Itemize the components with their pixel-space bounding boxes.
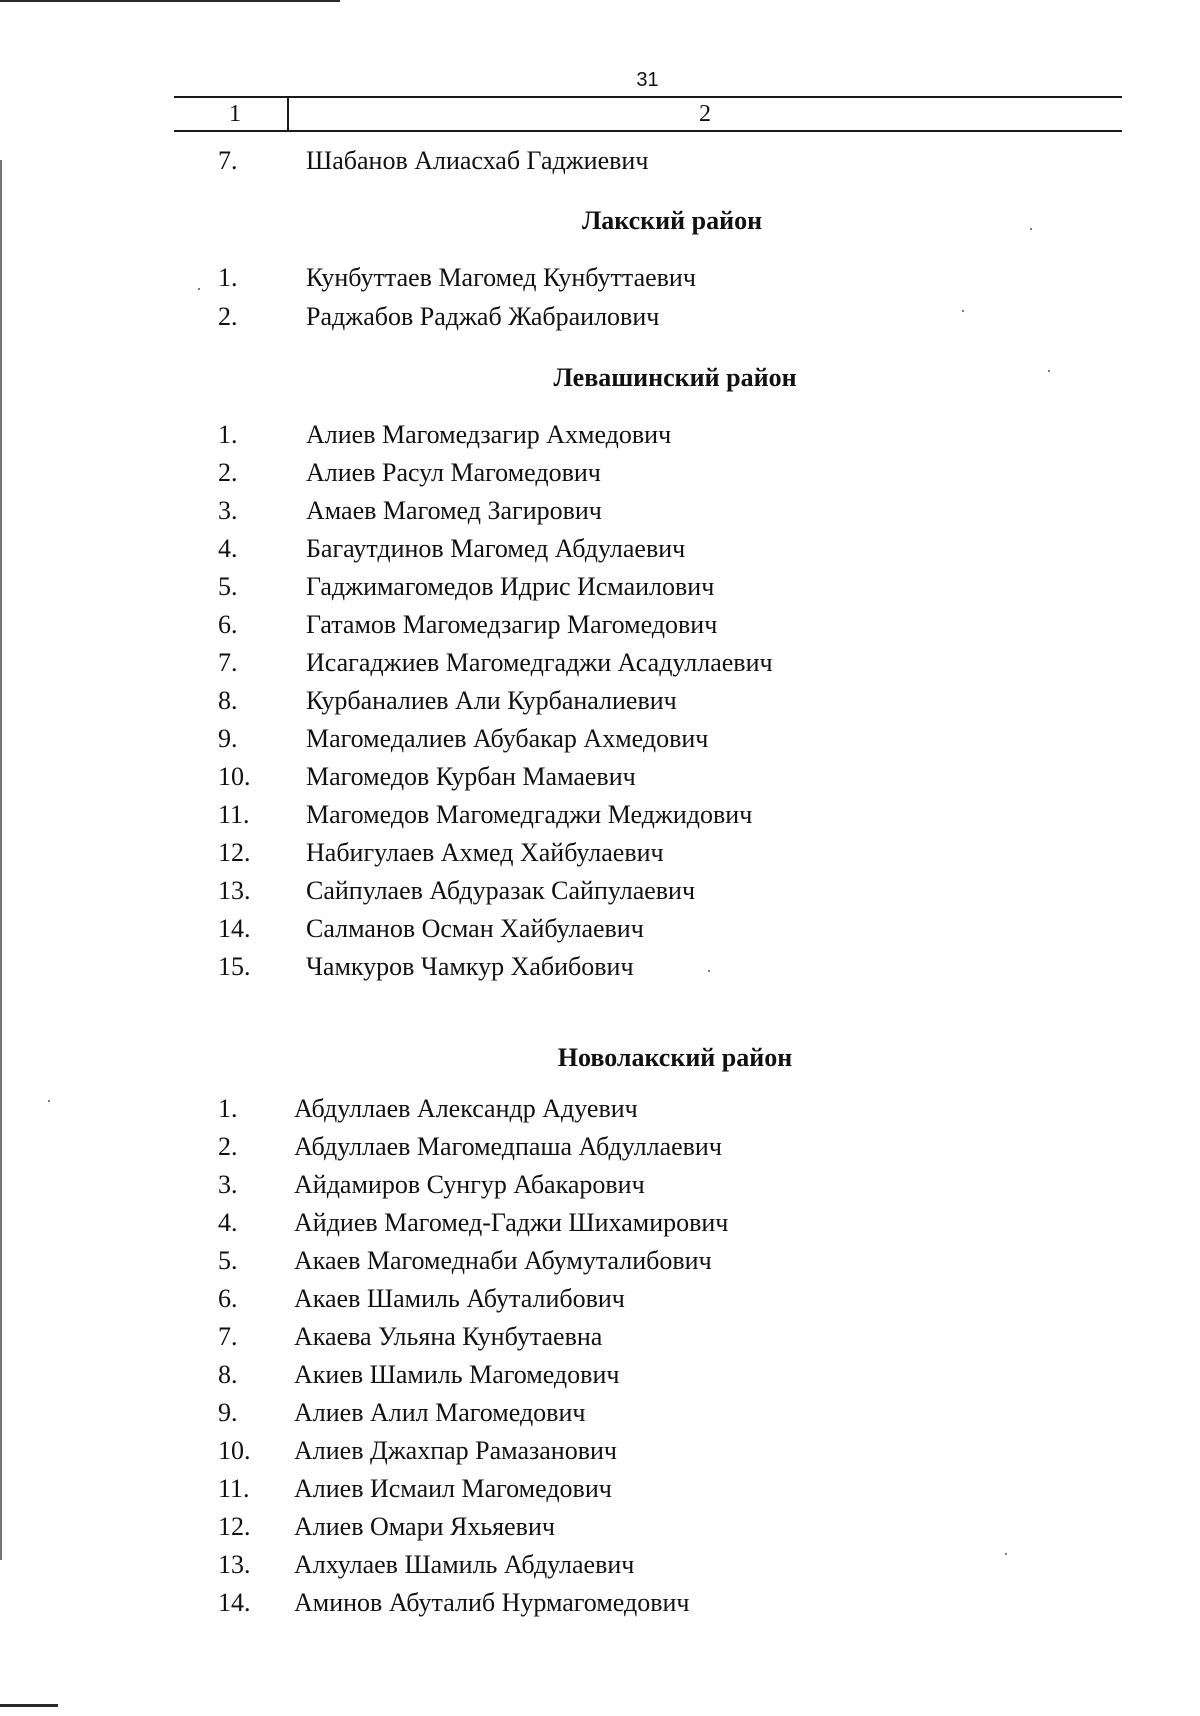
table-top-rule [174,96,1122,98]
item-name: Сайпулаев Абдуразак Сайпулаевич [306,876,696,905]
item-name: Акиев Шамиль Магомедович [294,1360,620,1389]
table-header-col1: 1 [229,101,241,127]
item-number: 8. [218,1360,238,1389]
list-item [0,1205,1200,1241]
item-number: 7. [218,648,238,677]
item-number: 14. [218,914,251,943]
item-number: 3. [218,1170,238,1199]
list-item [0,1243,1200,1279]
item-name: Курбаналиев Али Курбаналиевич [306,686,677,715]
list-item [0,949,1200,985]
item-number: 6. [218,610,238,639]
section-title: Новолакский район [557,1043,793,1072]
item-number: 7. [218,146,238,175]
item-name: Алиев Магомедзагир Ахмедович [306,420,672,449]
item-number: 7. [218,1322,238,1351]
list-item [0,759,1200,795]
item-number: 4. [218,534,238,563]
item-number: 5. [218,572,238,601]
scan-speck [1048,370,1050,372]
item-name: Алиев Омари Яхьяевич [294,1512,555,1541]
item-number: 12. [218,1512,251,1541]
list-item [0,873,1200,909]
section-title: Левашинский район [553,363,797,392]
item-name: Акаева Ульяна Кунбутаевна [294,1322,603,1351]
item-number: 3. [218,496,238,525]
list-item [0,607,1200,643]
list-item [0,1547,1200,1583]
item-number: 13. [218,876,251,905]
item-number: 2. [218,1132,238,1161]
item-name: Гатамов Магомедзагир Магомедович [306,610,718,639]
list-item [0,1509,1200,1545]
item-name: Раджабов Раджаб Жабраилович [306,302,660,331]
list-item [0,493,1200,529]
table-header-rule [174,130,1122,132]
item-name: Абдуллаев Александр Адуевич [294,1094,638,1123]
item-name: Айдиев Магомед-Гаджи Шихамирович [294,1208,729,1237]
item-number: 8. [218,686,238,715]
table-column-divider [287,96,289,131]
item-name: Магомедалиев Абубакар Ахмедович [306,724,709,753]
list-item [0,143,1200,179]
item-name: Алиев Расул Магомедович [306,458,601,487]
list-item [0,1471,1200,1507]
item-number: 5. [218,1246,238,1275]
item-name: Алхулаев Шамиль Абдулаевич [294,1550,635,1579]
list-item [0,531,1200,567]
list-item [0,417,1200,453]
item-name: Магомедов Магомедгаджи Меджидович [306,800,753,829]
item-name: Алиев Алил Магомедович [294,1398,586,1427]
item-number: 1. [218,1094,238,1123]
item-name: Кунбуттаев Магомед Кунбуттаевич [306,263,696,292]
item-number: 2. [218,302,238,331]
list-item [0,569,1200,605]
item-name: Алиев Джахпар Рамазанович [294,1436,617,1465]
item-name: Салманов Осман Хайбулаевич [306,914,644,943]
list-item [0,1585,1200,1621]
scan-speck [1030,228,1032,230]
list-item [0,1129,1200,1165]
list-item [0,1319,1200,1355]
list-item [0,835,1200,871]
item-number: 10. [218,762,251,791]
item-name: Шабанов Алиасхаб Гаджиевич [306,146,649,175]
list-item [0,683,1200,719]
item-number: 11. [218,1474,250,1503]
item-name: Чамкуров Чамкур Хабибович [306,952,634,981]
list-item [0,721,1200,757]
section-title: Лакский район [581,206,763,235]
item-number: 2. [218,458,238,487]
item-number: 15. [218,952,251,981]
item-number: 11. [218,800,250,829]
item-number: 12. [218,838,251,867]
item-name: Амаев Магомед Загирович [306,496,602,525]
list-item [0,260,1200,296]
scan-edge-top [0,0,340,2]
list-item [0,1167,1200,1203]
item-number: 10. [218,1436,251,1465]
list-item [0,1433,1200,1469]
item-name: Багаутдинов Магомед Абдулаевич [306,534,686,563]
list-item [0,1091,1200,1127]
item-name: Акаев Магомеднаби Абумуталибович [294,1246,712,1275]
table-header-col2: 2 [699,101,711,127]
list-item [0,1357,1200,1393]
item-name: Исагаджиев Магомедгаджи Асадуллаевич [306,648,773,677]
scan-edge-bottom [0,1704,58,1707]
list-item [0,911,1200,947]
item-number: 4. [218,1208,238,1237]
list-item [0,797,1200,833]
item-number: 1. [218,420,238,449]
item-name: Акаев Шамиль Абуталибович [294,1284,625,1313]
item-name: Магомедов Курбан Мамаевич [306,762,636,791]
item-number: 6. [218,1284,238,1313]
list-item [0,1395,1200,1431]
list-item [0,645,1200,681]
list-item [0,299,1200,335]
item-name: Алиев Исмаил Магомедович [294,1474,612,1503]
item-number: 1. [218,263,238,292]
item-name: Абдуллаев Магомедпаша Абдуллаевич [294,1132,722,1161]
item-name: Гаджимагомедов Идрис Исмаилович [306,572,715,601]
item-number: 14. [218,1588,251,1617]
item-name: Аминов Абуталиб Нурмагомедович [294,1588,690,1617]
page-number: 31 [636,69,659,91]
item-number: 13. [218,1550,251,1579]
item-number: 9. [218,724,238,753]
item-number: 9. [218,1398,238,1427]
item-name: Набигулаев Ахмед Хайбулаевич [306,838,664,867]
list-item [0,1281,1200,1317]
list-item [0,455,1200,491]
item-name: Айдамиров Сунгур Абакарович [294,1170,645,1199]
